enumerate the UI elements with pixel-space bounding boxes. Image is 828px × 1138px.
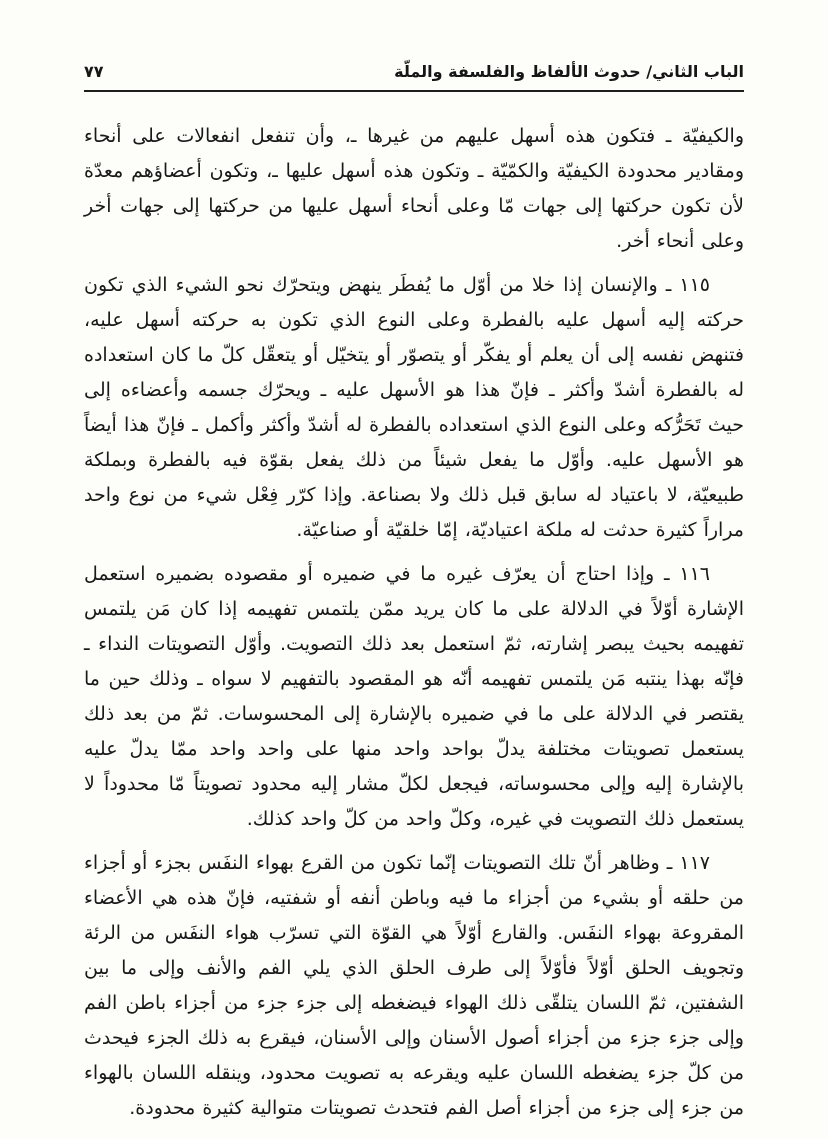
body-text: [84, 119, 744, 1126]
paragraph-116: ١١٦ ـ وإذا احتاج أن يعرّف غيره ما في ضميره أو مقصوده بضميره استعمل الإشارة أوّلاً في الدلالة على ما كان يريد ممّن يلتمس تفهيمه إذا كان مَن يلتمس تفهيمه بحيث يبصر إشارته، ثمّ استعمل بعد ذلك التصويت. وأوّل التصويتات النداء ـ فإنّه بهذا ينتبه مَن يلتمس تفهيمه أنّه هو المقصود بالتفهيم لا سواه ـ وذلك حين ما يقتصر في الدلالة على ما في ضميره بالإشارة إلى المحسوسات. ثمّ من بعد ذلك يستعمل تصويتات مختلفة يدلّ بواحد واحد منها على واحد واحد ممّا يدلّ عليه بالإشارة إليه وإلى محسوساته، فيجعل لكلّ مشار إليه محدود تصويتاً مّا محدوداً لا يستعمل ذلك التصويت في غيره، وكلّ واحد من كلّ واحد كذلك.: [84, 563, 744, 830]
paragraph-continuation: والكيفيّة ـ فتكون هذه أسهل عليهم من غيرها ـ، وأن تنفعل انفعالات على أنحاء ومقادير محدودة الكيفيّة والكمّيّة ـ وتكون هذه أسهل عليها ـ، وتكون أعضاؤهم معدّة لأن تكون حركتها إلى جهات مّا وعلى أنحاء أسهل عليها من حركتها إلى جهات أخر وعلى أنحاء أخر.: [84, 125, 744, 252]
paragraph-117: ١١٧ ـ وظاهر أنّ تلك التصويتات إنّما تكون من القرع بهواء النفَس بجزء أو أجزاء من حلقه أو بشيء من أجزاء ما فيه وباطن أنفه أو شفتيه، فإنّ هذه هي الأعضاء المقروعة بهواء النفَس. والقارع أوّلاً هي القوّة التي تسرّب هواء النفَس من الرئة وتجويف الحلق أوّلاً فأوّلاً إلى طرف الحلق الذي يلي الفم والأنف وإلى ما بين الشفتين، ثمّ اللسان يتلقّى ذلك الهواء فيضغطه إلى جزء جزء من أجزاء باطن الفم وإلى جزء جزء من أجزاء أصول الأسنان وإلى الأسنان، فيقرع به ذلك الجزء فيحدث من كلّ جزء يضغطه اللسان عليه ويقرعه به تصويت محدود، وينقله اللسان بالهواء من جزء إلى جزء من أجزاء أصل الفم فتحدث تصويتات متوالية كثيرة محدودة.: [84, 852, 744, 1119]
page-number: ٧٧: [84, 62, 104, 81]
running-title: الباب الثاني/ حدوث الألفاظ والفلسفة والملّة: [394, 62, 744, 81]
header-rule: [84, 90, 744, 92]
page-header: [84, 62, 744, 81]
paragraph-115: ١١٥ ـ والإنسان إذا خلا من أوّل ما يُفطَر ينهض ويتحرّك نحو الشيء الذي تكون حركته إليه أسهل عليه بالفطرة وعلى النوع الذي تكون به حركته أسهل عليه، فتنهض نفسه إلى أن يعلم أو يفكّر أو يتصوّر أو يتخيّل أو يتعقّل كلّ ما كان استعداده له بالفطرة أشدّ وأكثر ـ فإنّ هذا هو الأسهل عليه ـ ويحرّك جسمه وأعضاءه إلى حيث تَحَرُّكه وعلى النوع الذي استعداده بالفطرة له أشدّ وأكثر وأكمل ـ فإنّ هذا أيضاً هو الأسهل عليه. وأوّل ما يفعل شيئاً من ذلك يفعل بقوّة فيه بالفطرة وبملكة طبيعيّة، لا باعتياد له سابق قبل ذلك ولا بصناعة. وإذا كرّر فِعْل شيء من نوع واحد مراراً كثيرة حدثت له ملكة اعتياديّة، إمّا خلقيّة أو صناعيّة.: [84, 274, 744, 541]
